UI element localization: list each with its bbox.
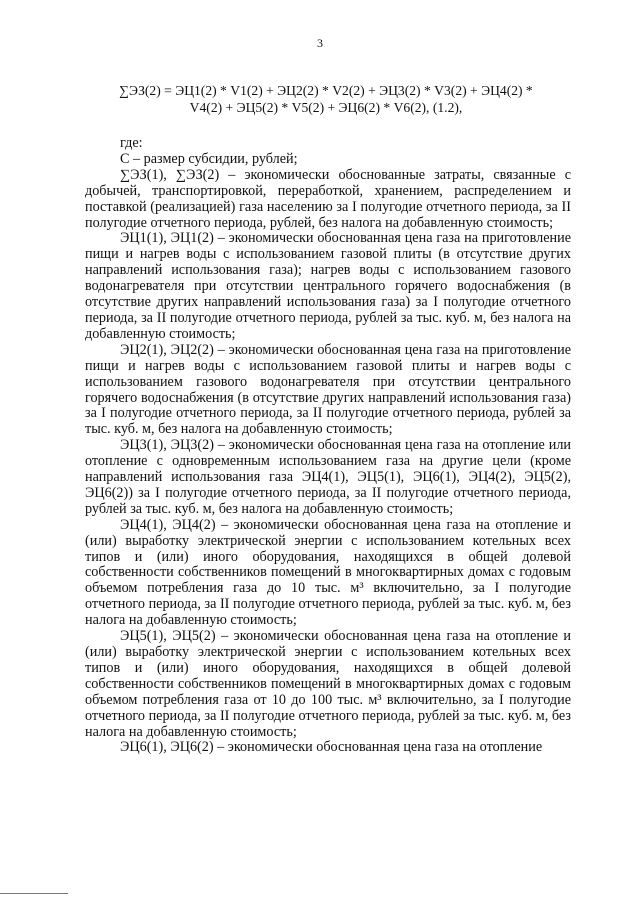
paragraph-where: где: [120, 135, 143, 151]
page-number: 3 [317, 36, 323, 50]
paragraph-ez: ∑ЭЗ(1), ∑ЭЗ(2) – экономически обоснованные затраты, связанные с добычей, транспортировкой, переработкой, хранением, распределением и поставкой (реализацией) газа населению за I полугодие отчетного периода, за II полугодие отчетного периода, рублей, без налога на добавленную стоимость; [85, 166, 571, 231]
paragraph-ec6: ЭЦ6(1), ЭЦ6(2) – экономически обоснованная цена газа на отопление [120, 739, 543, 756]
formula-block [86, 82, 566, 116]
body-text [85, 136, 571, 756]
paragraph-ec1: ЭЦ1(1), ЭЦ1(2) – экономически обоснованная цена газа на приготовление пищи и нагрев воды с использованием газовой плиты (в отсутствие других направлений использования газа); нагрев воды с использованием газового водонагревателя при отсутствии центрального горячего водоснабжения (в отсутствие других направлений использования газа) за I полугодие отчетного периода, за II полугодие отчетного периода, рублей за тыс. куб. м, без налога на добавленную стоимость; [85, 230, 571, 342]
formula-line-2: V4(2) + ЭЦ5(2) * V5(2) + ЭЦ6(2) * V6(2), (1.2), [189, 100, 463, 115]
footer-rule [0, 893, 68, 894]
paragraph-ec5: ЭЦ5(1), ЭЦ5(2) – экономически обоснованная цена газа на отопление и (или) выработку электрической энергии с использованием котельных всех типов и (или) иного оборудования, находящихся в общей долевой собственности собственников помещений в многоквартирных домах с годовым объемом потребления газа от 10 до 100 тыс. м³ включительно, за I полугодие отчетного периода, за II полугодие отчетного периода, рублей за тыс. куб. м, без налога на добавленную стоимость; [85, 628, 571, 740]
paragraph-subsidy: С – размер субсидии, рублей; [120, 150, 298, 167]
paragraph-ec3: ЭЦ3(1), ЭЦ3(2) – экономически обоснованная цена газа на отопление или отопление с одновременным использованием газа на другие цели (кроме направлений использования газа ЭЦ4(1), ЭЦ5(1), ЭЦ6(1), ЭЦ4(2), ЭЦ5(2), ЭЦ6(2)) за I полугодие отчетного периода, за II полугодие отчетного периода, рублей за тыс. куб. м, без налога на добавленную стоимость; [85, 437, 571, 517]
paragraph-ec2: ЭЦ2(1), ЭЦ2(2) – экономически обоснованная цена газа на приготовление пищи и нагрев воды с использованием газовой плиты и нагрев воды с использованием газового водонагревателя при отсутствии центрального горячего водоснабжения (в отсутствие других направлений использования газа) за I полугодие отчетного периода, за II полугодие отчетного периода, рублей за тыс. куб. м, без налога на добавленную стоимость; [85, 341, 571, 438]
paragraph-ec4: ЭЦ4(1), ЭЦ4(2) – экономически обоснованная цена газа на отопление и (или) выработку электрической энергии с использованием котельных всех типов и (или) иного оборудования, находящихся в общей долевой собственности собственников помещений в многоквартирных домах с годовым объемом потребления газа до 10 тыс. м³ включительно, за I полугодие отчетного периода, за II полугодие отчетного периода, рублей за тыс. куб. м, без налога на добавленную стоимость; [85, 516, 571, 629]
formula-line-1: ∑ЭЗ(2) = ЭЦ1(2) * V1(2) + ЭЦ2(2) * V2(2) + ЭЦ3(2) * V3(2) + ЭЦ4(2) * [119, 83, 533, 98]
